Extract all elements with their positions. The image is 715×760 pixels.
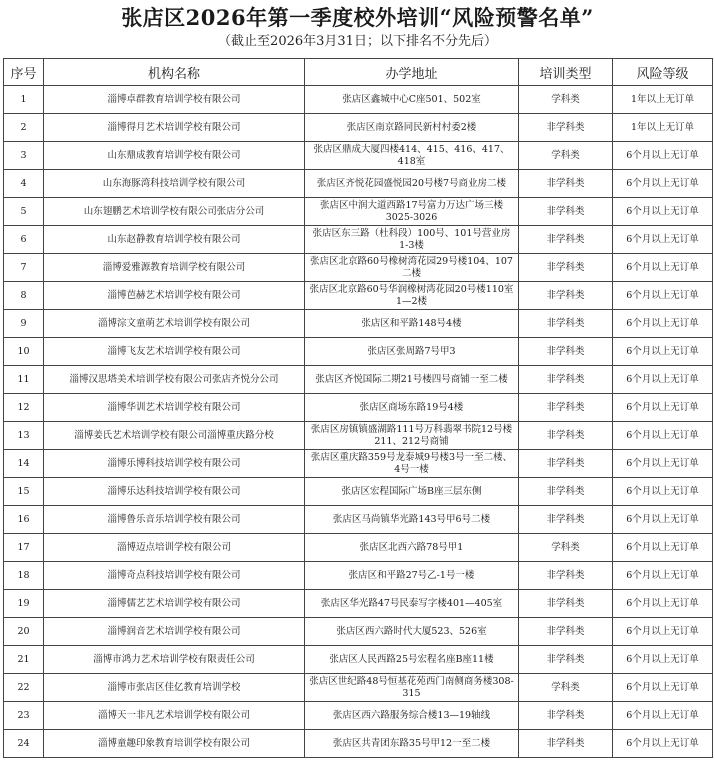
cell-training-type: 非学科类 [519, 226, 613, 254]
cell-risk-level: 6个月以上无订单 [613, 226, 713, 254]
table-row [4, 114, 713, 142]
cell-training-type: 学科类 [519, 142, 613, 170]
cell-index: 13 [4, 422, 44, 450]
cell-training-type: 非学科类 [519, 590, 613, 618]
table-row [4, 702, 713, 730]
table-row [4, 338, 713, 366]
cell-org-name: 淄博童趣印象教育培训学校有限公司 [44, 730, 305, 758]
cell-address: 张店区齐悦花园盛悦园20号楼7号商业房二楼 [305, 170, 519, 198]
cell-risk-level: 6个月以上无订单 [613, 562, 713, 590]
cell-address: 张店区南京路同民新村村委2楼 [305, 114, 519, 142]
cell-training-type: 非学科类 [519, 450, 613, 478]
cell-training-type: 非学科类 [519, 702, 613, 730]
cell-org-name: 淄博姜氏艺术培训学校有限公司淄博重庆路分校 [44, 422, 305, 450]
cell-address: 张店区齐悦国际二期21号楼四号商铺一至二楼 [305, 366, 519, 394]
cell-training-type: 学科类 [519, 86, 613, 114]
table-row [4, 534, 713, 562]
cell-index: 17 [4, 534, 44, 562]
table-row [4, 394, 713, 422]
cell-training-type: 学科类 [519, 534, 613, 562]
cell-org-name: 淄博鲁乐音乐培训学校有限公司 [44, 506, 305, 534]
table-row [4, 646, 713, 674]
cell-org-name: 淄博儒艺艺术培训学校有限公司 [44, 590, 305, 618]
cell-training-type: 非学科类 [519, 422, 613, 450]
table-row [4, 562, 713, 590]
cell-index: 7 [4, 254, 44, 282]
table-row [4, 590, 713, 618]
cell-risk-level: 6个月以上无订单 [613, 366, 713, 394]
cell-training-type: 非学科类 [519, 170, 613, 198]
table-row [4, 450, 713, 478]
cell-address: 张店区宏程国际广场B座三层东侧 [305, 478, 519, 506]
cell-org-name: 淄博汉思塔美术培训学校有限公司张店齐悦分公司 [44, 366, 305, 394]
table-row [4, 618, 713, 646]
cell-training-type: 非学科类 [519, 254, 613, 282]
header-risk-level: 风险等级 [613, 59, 713, 86]
cell-address: 张店区华光路47号民泰写字楼401—405室 [305, 590, 519, 618]
cell-index: 21 [4, 646, 44, 674]
cell-risk-level: 1年以上无订单 [613, 114, 713, 142]
header-training-type: 培训类型 [519, 59, 613, 86]
cell-org-name: 淄博乐博科技培训学校有限公司 [44, 450, 305, 478]
cell-training-type: 非学科类 [519, 562, 613, 590]
cell-address: 张店区人民西路25号宏程名座B座11楼 [305, 646, 519, 674]
cell-index: 1 [4, 86, 44, 114]
cell-address: 张店区商场东路19号4楼 [305, 394, 519, 422]
cell-org-name: 山东鼎成教育培训学校有限公司 [44, 142, 305, 170]
cell-org-name: 淄博迈点培训学校有限公司 [44, 534, 305, 562]
cell-risk-level: 6个月以上无订单 [613, 730, 713, 758]
cell-training-type: 非学科类 [519, 478, 613, 506]
cell-address: 张店区和平路27号乙-1号一楼 [305, 562, 519, 590]
cell-training-type: 非学科类 [519, 730, 613, 758]
table-row [4, 198, 713, 226]
cell-training-type: 学科类 [519, 674, 613, 702]
header-address: 办学地址 [305, 59, 519, 86]
table-row [4, 142, 713, 170]
cell-address: 张店区房镇镇盛湖路111号万科翡翠书院12号楼211、212号商铺 [305, 422, 519, 450]
cell-org-name: 淄博华训艺术培训学校有限公司 [44, 394, 305, 422]
table-row [4, 366, 713, 394]
table-row [4, 478, 713, 506]
risk-warning-table [3, 58, 713, 758]
cell-index: 3 [4, 142, 44, 170]
cell-index: 10 [4, 338, 44, 366]
header-org-name: 机构名称 [44, 59, 305, 86]
cell-address: 张店区北京路60号橡树湾花园29号楼104、107二楼 [305, 254, 519, 282]
cell-address: 张店区世纪路48号恒基花苑西门南侧商务楼308-315 [305, 674, 519, 702]
cell-training-type: 非学科类 [519, 618, 613, 646]
document-title: 张店区2026年第一季度校外培训“风险预警名单” [121, 5, 594, 30]
cell-index: 15 [4, 478, 44, 506]
cell-org-name: 淄博得月艺术培训学校有限公司 [44, 114, 305, 142]
cell-risk-level: 6个月以上无订单 [613, 170, 713, 198]
cell-index: 24 [4, 730, 44, 758]
cell-index: 12 [4, 394, 44, 422]
cell-risk-level: 6个月以上无订单 [613, 254, 713, 282]
cell-org-name: 淄博奇点科技培训学校有限公司 [44, 562, 305, 590]
cell-org-name: 淄博天一非凡艺术培训学校有限公司 [44, 702, 305, 730]
cell-address: 张店区东三路（杜科段）100号、101号营业房1-3楼 [305, 226, 519, 254]
cell-training-type: 非学科类 [519, 646, 613, 674]
cell-risk-level: 6个月以上无订单 [613, 478, 713, 506]
cell-risk-level: 6个月以上无订单 [613, 590, 713, 618]
cell-index: 11 [4, 366, 44, 394]
cell-index: 20 [4, 618, 44, 646]
table-header-row [4, 59, 713, 86]
cell-training-type: 非学科类 [519, 394, 613, 422]
cell-risk-level: 6个月以上无订单 [613, 422, 713, 450]
cell-risk-level: 6个月以上无订单 [613, 282, 713, 310]
cell-index: 14 [4, 450, 44, 478]
cell-address: 张店区西六路时代大厦523、526室 [305, 618, 519, 646]
cell-address: 张店区张周路7号甲3 [305, 338, 519, 366]
cell-risk-level: 6个月以上无订单 [613, 394, 713, 422]
table-row [4, 730, 713, 758]
cell-risk-level: 6个月以上无订单 [613, 702, 713, 730]
cell-risk-level: 1年以上无订单 [613, 86, 713, 114]
cell-risk-level: 6个月以上无订单 [613, 618, 713, 646]
cell-org-name: 山东赵静教育培训学校有限公司 [44, 226, 305, 254]
cell-org-name: 淄博卓群教育培训学校有限公司 [44, 86, 305, 114]
cell-index: 22 [4, 674, 44, 702]
table-row [4, 310, 713, 338]
cell-index: 16 [4, 506, 44, 534]
table-row [4, 506, 713, 534]
cell-address: 张店区北京路60号华润橡树湾花园20号楼110室1—2楼 [305, 282, 519, 310]
cell-org-name: 淄博飞友艺术培训学校有限公司 [44, 338, 305, 366]
cell-address: 张店区重庆路359号龙泰城9号楼3号一至二楼、4号一楼 [305, 450, 519, 478]
cell-index: 18 [4, 562, 44, 590]
cell-training-type: 非学科类 [519, 310, 613, 338]
cell-risk-level: 6个月以上无订单 [613, 310, 713, 338]
cell-training-type: 非学科类 [519, 338, 613, 366]
cell-address: 张店区鼎成大厦四楼414、415、416、417、418室 [305, 142, 519, 170]
cell-org-name: 山东翅鹏艺术培训学校有限公司张店分公司 [44, 198, 305, 226]
document-subtitle: （截止至2026年3月31日；以下排名不分先后） [218, 34, 497, 49]
cell-training-type: 非学科类 [519, 114, 613, 142]
cell-address: 张店区和平路148号4楼 [305, 310, 519, 338]
cell-training-type: 非学科类 [519, 198, 613, 226]
cell-risk-level: 6个月以上无订单 [613, 646, 713, 674]
cell-address: 张店区中润大道西路17号富力万达广场三楼3025-3026 [305, 198, 519, 226]
cell-training-type: 非学科类 [519, 282, 613, 310]
cell-risk-level: 6个月以上无订单 [613, 534, 713, 562]
table-body [4, 86, 713, 758]
cell-risk-level: 6个月以上无订单 [613, 450, 713, 478]
cell-risk-level: 6个月以上无订单 [613, 338, 713, 366]
table-row [4, 282, 713, 310]
table-row [4, 254, 713, 282]
cell-address: 张店区北西六路78号甲1 [305, 534, 519, 562]
cell-address: 张店区西六路服务综合楼13—19轴线 [305, 702, 519, 730]
cell-index: 8 [4, 282, 44, 310]
cell-address: 张店区共青团东路35号甲12一至二楼 [305, 730, 519, 758]
cell-org-name: 淄博淙文童萌艺术培训学校有限公司 [44, 310, 305, 338]
cell-org-name: 淄博乐达科技培训学校有限公司 [44, 478, 305, 506]
table-row [4, 86, 713, 114]
cell-risk-level: 6个月以上无订单 [613, 198, 713, 226]
cell-org-name: 淄博润音艺术培训学校有限公司 [44, 618, 305, 646]
cell-address: 张店区马尚镇华光路143号甲6号二楼 [305, 506, 519, 534]
cell-index: 23 [4, 702, 44, 730]
cell-index: 6 [4, 226, 44, 254]
cell-risk-level: 6个月以上无订单 [613, 674, 713, 702]
table-row [4, 170, 713, 198]
cell-address: 张店区鑫城中心C座501、502室 [305, 86, 519, 114]
cell-org-name: 淄博爱雅源教育培训学校有限公司 [44, 254, 305, 282]
cell-index: 4 [4, 170, 44, 198]
header-index: 序号 [4, 59, 44, 86]
table-row [4, 226, 713, 254]
cell-index: 9 [4, 310, 44, 338]
table-row [4, 422, 713, 450]
cell-risk-level: 6个月以上无订单 [613, 506, 713, 534]
cell-training-type: 非学科类 [519, 506, 613, 534]
cell-training-type: 非学科类 [519, 366, 613, 394]
cell-org-name: 淄博芭赫艺术培训学校有限公司 [44, 282, 305, 310]
table-row [4, 674, 713, 702]
cell-org-name: 淄博市张店区佳亿教育培训学校 [44, 674, 305, 702]
cell-index: 19 [4, 590, 44, 618]
cell-org-name: 山东海豚湾科技培训学校有限公司 [44, 170, 305, 198]
cell-index: 2 [4, 114, 44, 142]
cell-index: 5 [4, 198, 44, 226]
cell-org-name: 淄博市鸿力艺术培训学校有限责任公司 [44, 646, 305, 674]
cell-risk-level: 6个月以上无订单 [613, 142, 713, 170]
